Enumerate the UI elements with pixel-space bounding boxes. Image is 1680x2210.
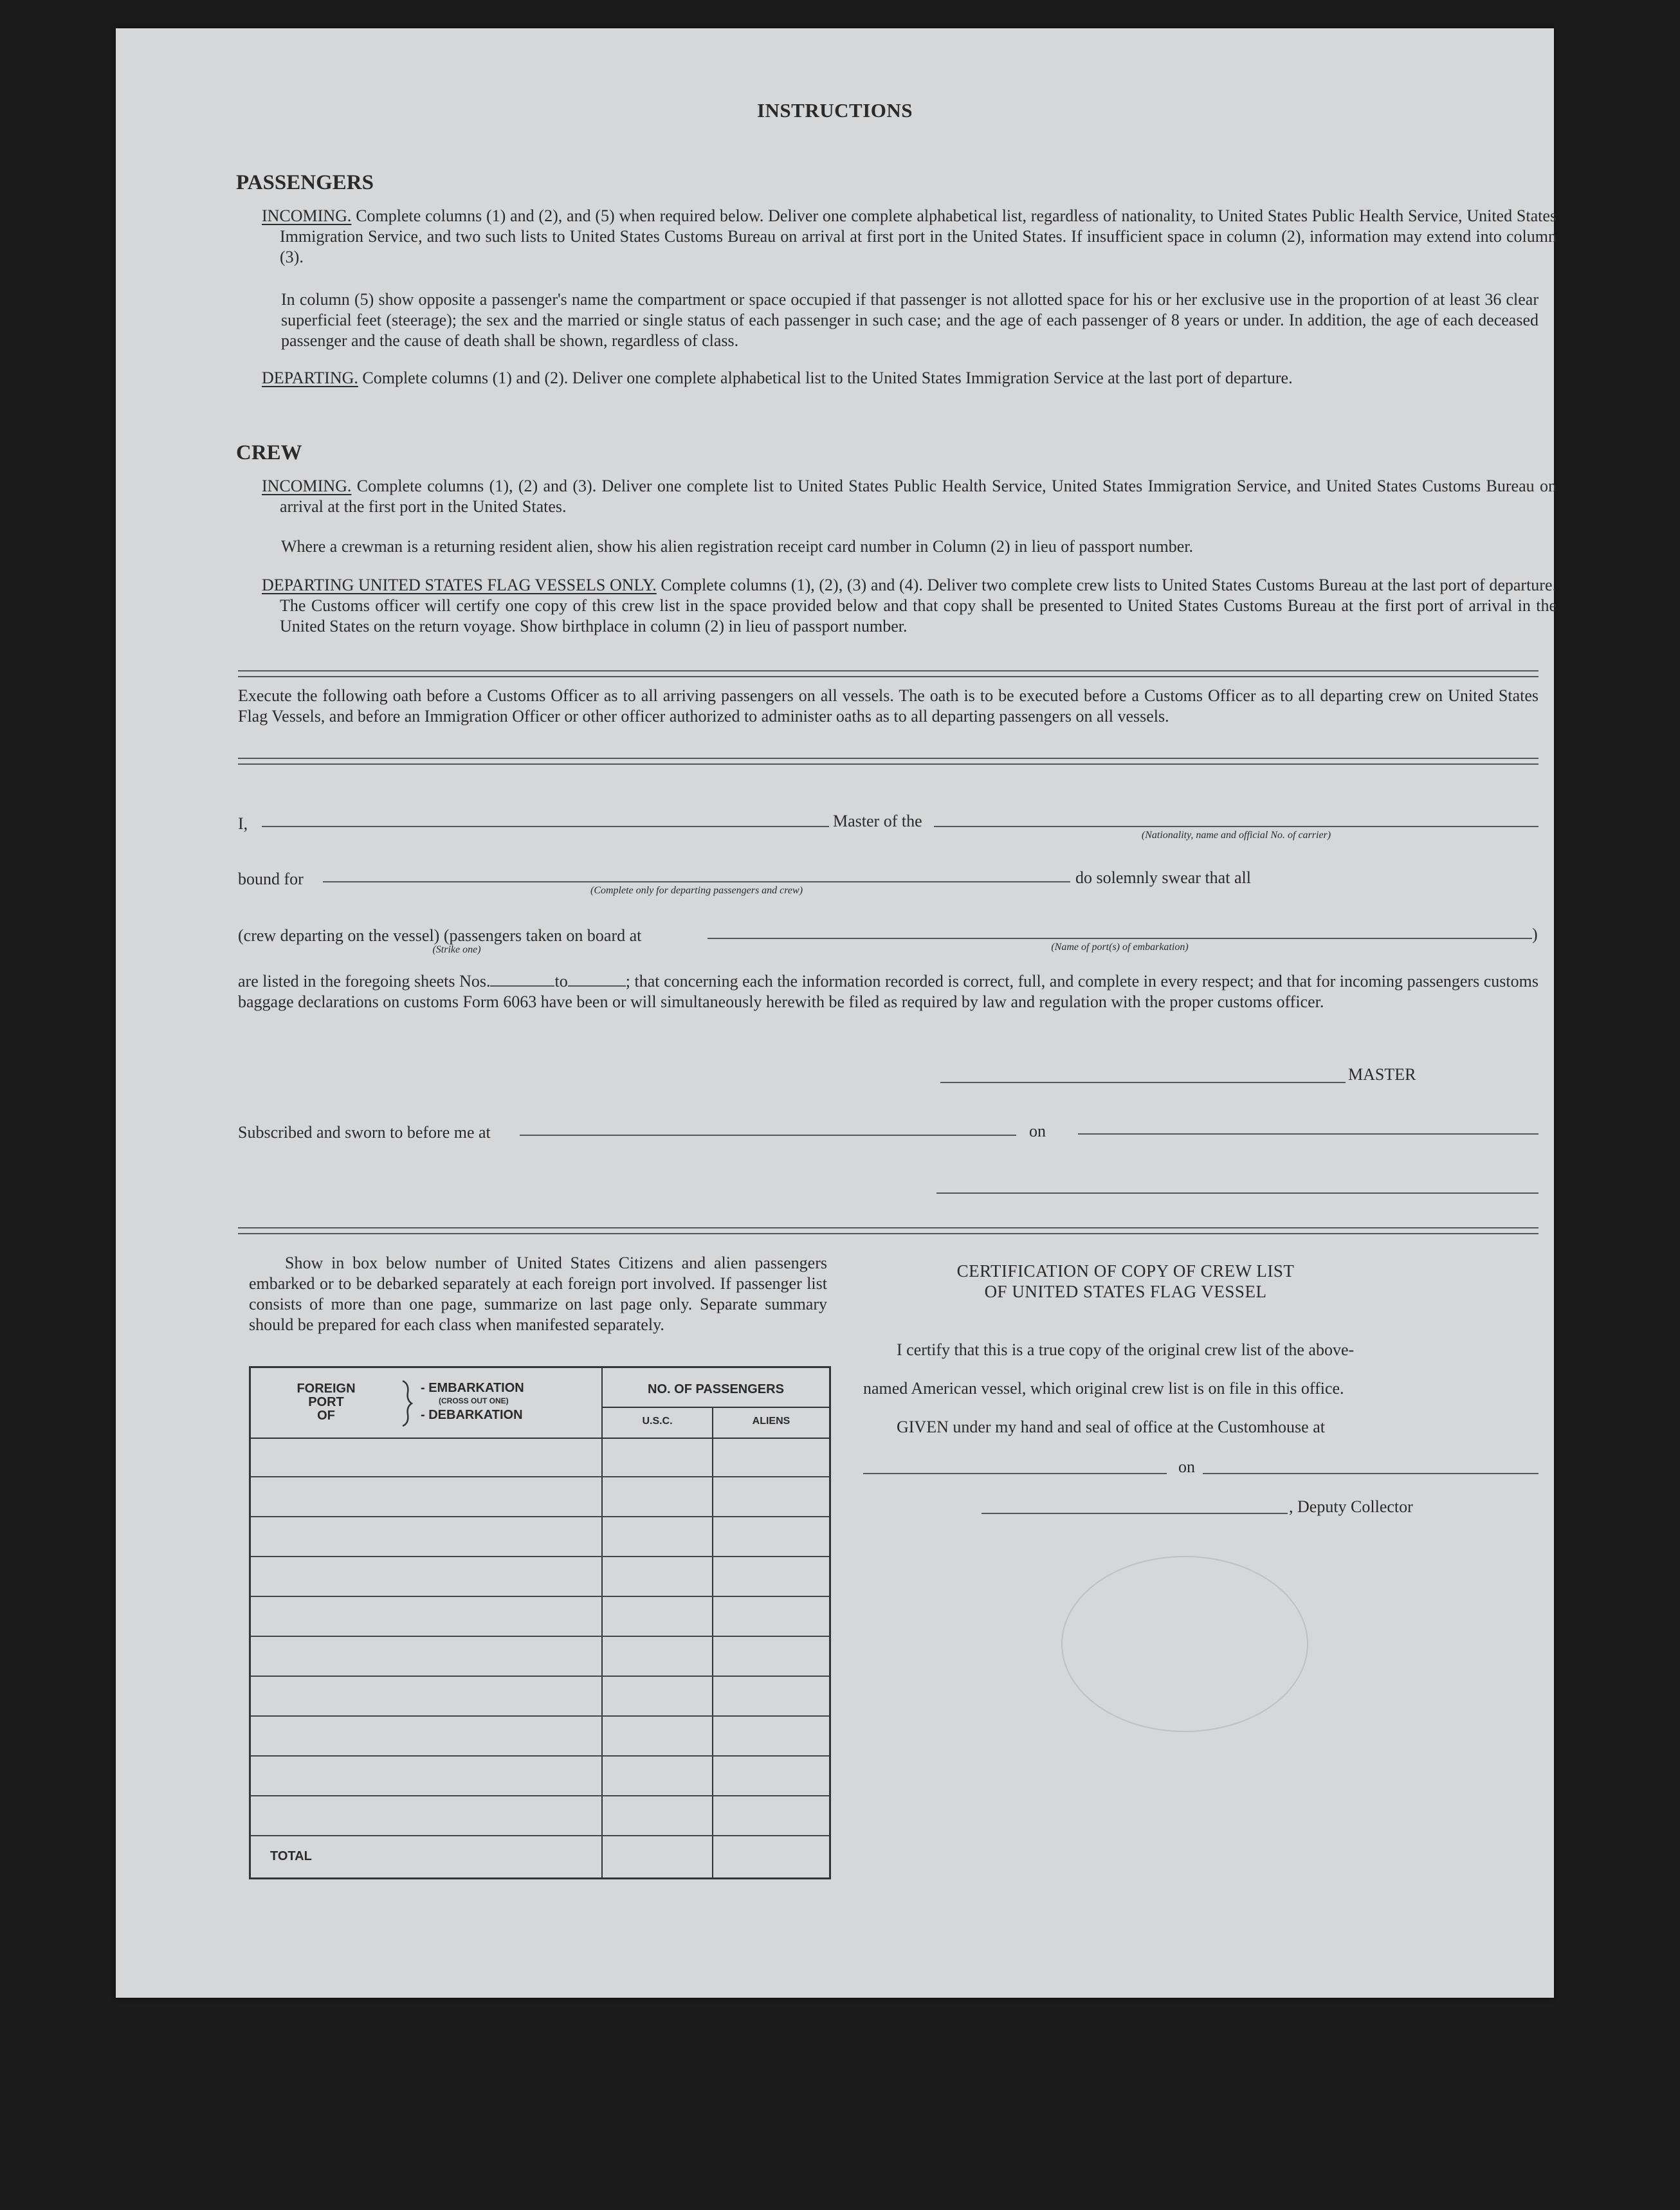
brace-icon bbox=[400, 1380, 414, 1427]
section-divider bbox=[238, 1227, 1538, 1234]
table-row[interactable] bbox=[251, 1796, 829, 1836]
foreign-port-of-label bbox=[284, 1382, 368, 1423]
passengers-departing-label: DEPARTING. bbox=[262, 369, 358, 387]
form-sheet bbox=[116, 28, 1557, 1998]
usc-column-header: U.S.C. bbox=[642, 1416, 673, 1427]
deputy-collector-label: , Deputy Collector bbox=[1289, 1497, 1413, 1516]
port-label: PORT bbox=[308, 1395, 344, 1409]
sworn-on-label: on bbox=[1029, 1122, 1046, 1140]
sworn-date-line[interactable] bbox=[1078, 1133, 1538, 1135]
crew-resident-paragraph: Where a crewman is a returning resident alien, show his alien registration receipt card number in Column (2) in lieu of passport number. bbox=[281, 537, 1194, 556]
sheet-from-field[interactable] bbox=[490, 985, 554, 987]
crew-departing-paragraph bbox=[262, 575, 1557, 637]
bound-for-label: bound for bbox=[238, 870, 304, 888]
page-title: INSTRUCTIONS bbox=[756, 99, 913, 122]
sworn-place-line[interactable] bbox=[520, 1135, 1016, 1136]
total-label: TOTAL bbox=[270, 1849, 312, 1863]
crew-incoming-label: INCOMING. bbox=[262, 477, 352, 495]
crew-incoming-text: Complete columns (1), (2) and (3). Deliver one complete list to United States Public Health Service, United States Immigration Service, and United States Customs Bureau on arrival at the first port in the United States. bbox=[280, 477, 1557, 516]
customs-seal-stamp bbox=[1061, 1556, 1308, 1732]
crew-heading: CREW bbox=[236, 441, 302, 464]
master-label: MASTER bbox=[1348, 1065, 1416, 1084]
oath-intro: Execute the following oath before a Customs Officer as to all arriving passengers on all vessels. The oath is to be executed before a Customs Officer as to all departing crew on United States Flag Vessels, and before an Immigration Officer or other officer authorized to administer oaths as to all departing passengers on all vessels. bbox=[238, 686, 1538, 726]
passengers-departing-paragraph bbox=[262, 368, 1557, 388]
header-divider bbox=[603, 1407, 829, 1408]
foreign-port-header bbox=[251, 1368, 603, 1439]
table-row[interactable] bbox=[251, 1757, 829, 1796]
passengers-incoming-label: INCOMING. bbox=[262, 206, 352, 225]
debarkation-label[interactable]: - DEBARKATION bbox=[421, 1408, 523, 1422]
table-row[interactable] bbox=[251, 1477, 829, 1517]
table-row[interactable] bbox=[251, 1637, 829, 1677]
bound-for-note: (Complete only for departing passengers and crew) bbox=[590, 885, 803, 896]
passengers-heading: PASSENGERS bbox=[236, 171, 374, 194]
table-row[interactable] bbox=[251, 1557, 829, 1597]
crew-departing-label: DEPARTING UNITED STATES FLAG VESSELS ONLY. bbox=[262, 576, 657, 594]
passengers-departing-text: Complete columns (1) and (2). Deliver one complete alphabetical list to the United States Immigration Service at the last port of departure. bbox=[362, 369, 1293, 387]
crew-passengers-text: (crew departing on the vessel) (passengers taken on board at bbox=[238, 926, 642, 945]
passengers-incoming-paragraph bbox=[262, 206, 1557, 268]
oath-i-label: I, bbox=[238, 814, 248, 833]
no-of-passengers-label: NO. OF PASSENGERS bbox=[648, 1382, 784, 1396]
embarkation-label[interactable]: - EMBARKATION bbox=[421, 1381, 524, 1395]
certify-line-2: named American vessel, which original crew list is on file in this office. bbox=[863, 1379, 1344, 1398]
bound-for-line[interactable] bbox=[323, 881, 1070, 882]
certification-heading bbox=[862, 1261, 1389, 1302]
listed-to: to bbox=[554, 972, 568, 991]
carrier-note: (Nationality, name and official No. of carrier) bbox=[1141, 830, 1331, 841]
listed-paragraph bbox=[238, 971, 1538, 1012]
aliens-column-header: ALIENS bbox=[752, 1416, 790, 1427]
passengers-column5-paragraph: In column (5) show opposite a passenger's name the compartment or space occupied if that passenger is not allotted space for his or her exclusive use in the proportion of at least 36 clear superficial feet (steerage); the sex and the married or single status of each passenger in such case; and the age of each passenger of 8 years or under. In addition, the age of each deceased passenger and the cause of death shall be shown, regardless of class. bbox=[281, 290, 1538, 350]
certify-line-1: I certify that this is a true copy of the original crew list of the above- bbox=[897, 1340, 1355, 1359]
master-of-the-label: Master of the bbox=[833, 812, 922, 830]
certify-on-label: on bbox=[1178, 1457, 1195, 1476]
of-label: OF bbox=[317, 1409, 335, 1423]
table-row[interactable] bbox=[251, 1438, 829, 1477]
table-row[interactable] bbox=[251, 1597, 829, 1637]
foreign-label: FOREIGN bbox=[297, 1382, 356, 1396]
certification-heading-line-2: OF UNITED STATES FLAG VESSEL bbox=[984, 1282, 1267, 1301]
embarkation-ports-line[interactable] bbox=[708, 938, 1532, 939]
sheet-to-field[interactable] bbox=[568, 985, 626, 987]
passengers-incoming-text: Complete columns (1) and (2), and (5) when required below. Deliver one complete alphabetical list, regardless of nationality, to United States Public Health Service, United States Immigration Service, and two such lists to United States Customs Bureau on arrival at first port in the United States. If insufficient space in column (2), information may extend into column (3). bbox=[280, 206, 1557, 266]
passengers-count-header bbox=[603, 1368, 829, 1439]
listed-text-a: are listed in the foregoing sheets Nos. bbox=[238, 972, 491, 991]
certify-date-line[interactable] bbox=[1203, 1473, 1538, 1474]
deputy-signature-line[interactable] bbox=[982, 1513, 1288, 1514]
swear-text: do solemnly swear that all bbox=[1075, 868, 1251, 887]
table-row[interactable] bbox=[251, 1677, 829, 1717]
carrier-line[interactable] bbox=[934, 826, 1538, 827]
table-row[interactable] bbox=[251, 1517, 829, 1557]
ports-note: (Name of port(s) of embarkation) bbox=[1051, 942, 1189, 953]
section-divider bbox=[238, 670, 1538, 677]
customhouse-line[interactable] bbox=[863, 1473, 1167, 1474]
summary-instructions: Show in box below number of United States Citizens and alien passengers embarked or to be debarked separately at each foreign port involved. If passenger list consists of more than one page, summarize on last page only. Separate summary should be prepared for each class when manifested separately. bbox=[249, 1254, 827, 1334]
section-divider bbox=[238, 758, 1538, 765]
master-signature-line[interactable] bbox=[940, 1082, 1346, 1083]
certification-heading-line-1: CERTIFICATION OF COPY OF CREW LIST bbox=[956, 1261, 1295, 1281]
table-row[interactable] bbox=[251, 1717, 829, 1757]
cross-out-one-note: (CROSS OUT ONE) bbox=[439, 1396, 509, 1405]
certify-line-3: GIVEN under my hand and seal of office at the Customhouse at bbox=[897, 1418, 1325, 1436]
listed-text-b: ; that concerning each the information recorded is correct, full, and complete in every respect; and that for incoming passengers customs baggage declarations on customs Form 6063 have been or will simultaneously herewith be filed as required by law and regulation with the proper customs officer. bbox=[238, 972, 1538, 1011]
subscribed-label: Subscribed and sworn to before me at bbox=[238, 1123, 491, 1142]
officer-signature-line[interactable] bbox=[936, 1192, 1538, 1194]
strike-one-note: (Strike one) bbox=[432, 944, 481, 955]
close-paren: ) bbox=[1532, 925, 1538, 944]
passenger-summary-table bbox=[249, 1366, 831, 1879]
master-name-line[interactable] bbox=[262, 826, 829, 827]
crew-incoming-paragraph bbox=[262, 476, 1557, 517]
crew-departing-text: Complete columns (1), (2), (3) and (4). Deliver two complete crew lists to United States Customs Bureau at the last port of departure. The Customs officer will certify one copy of this crew list in the space provided below and that copy shall be presented to United States Customs Bureau at the first port of arrival in the United States on the return voyage. Show birthplace in column (2) in lieu of passport number. bbox=[280, 576, 1557, 635]
